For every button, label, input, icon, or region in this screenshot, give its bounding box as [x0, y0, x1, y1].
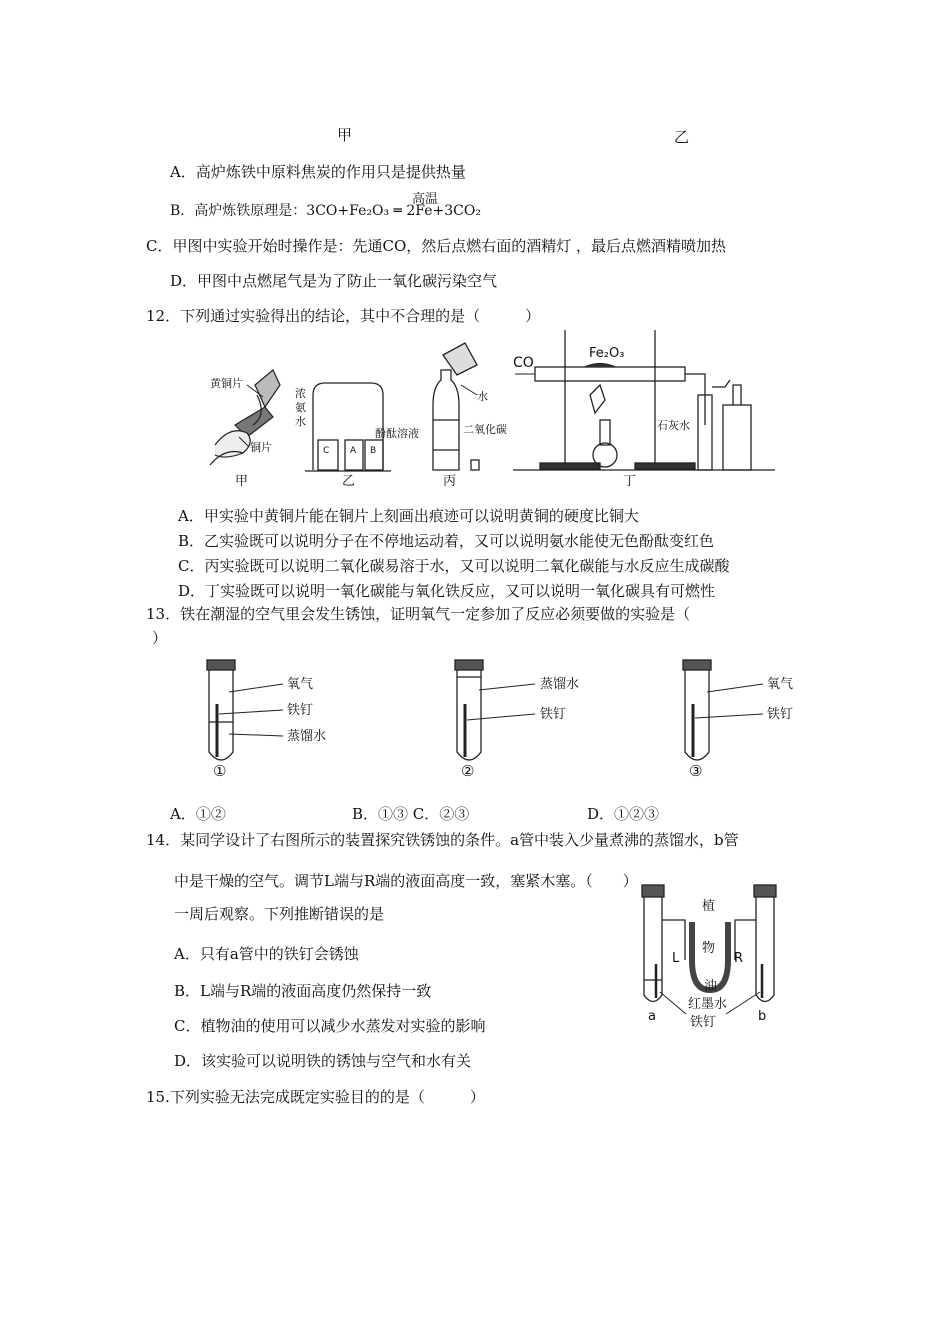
q12-label-ammonia-3: 水 [295, 415, 306, 428]
q12-label-water: 水 [477, 390, 488, 403]
q12-caption-jia: 甲 [235, 474, 249, 489]
q12-label-co2: 二氧化碳 [463, 423, 507, 436]
q12-fig-ding [535, 330, 751, 470]
q13-t1-number: ① [213, 762, 227, 780]
q12-label-co: CO [513, 355, 534, 371]
q12-figure [195, 325, 775, 493]
q12-label-fe2o3: Fe₂O₃ [589, 346, 625, 361]
figure-caption-jia: 甲 [337, 126, 353, 144]
q12-label-copper: 铜片 [250, 441, 272, 454]
q13-t1-water: 蒸馏水 [287, 729, 327, 744]
q12-label-beaker-a: A [350, 446, 357, 456]
q14-label-red-ink: 红墨水 [688, 997, 728, 1012]
q12-option-b: B．乙实验既可以说明分子在不停地运动着，又可以说明氨水能使无色酚酞变红色 [178, 532, 715, 550]
q14-label-a: a [648, 1009, 656, 1024]
q12-label-beaker-c: C [323, 446, 330, 456]
q13-t2-nail: 铁钉 [540, 707, 567, 722]
q13-option-a: A．①② [170, 805, 226, 823]
q14-option-b: B．L端与R端的液面高度仍然保持一致 [174, 982, 432, 1000]
q12-caption-ding: 丁 [623, 474, 637, 489]
q12-fig-bing [433, 343, 479, 470]
q13-t3-number: ③ [689, 762, 703, 780]
q12-label-ammonia-2: 氨 [295, 401, 306, 414]
q14-figure [630, 880, 800, 1030]
q14-option-c: C．植物油的使用可以减少水蒸发对实验的影响 [174, 1017, 486, 1035]
q11-option-c: C．甲图中实验开始时操作是：先通CO，然后点燃右面的酒精灯 ，最后点燃酒精喷加热 [146, 237, 727, 255]
q12-label-brass: 黄铜片 [210, 377, 243, 390]
q14-label-r: R [734, 951, 744, 966]
q13-stem-line2: ） [152, 629, 168, 647]
q13-t1-nail: 铁钉 [287, 703, 314, 718]
q12-label-phenol: 酚酞溶液 [375, 427, 419, 440]
q13-tube-2 [455, 660, 483, 760]
q14-stem-line3: 一周后观察。下列推断错误的是 [174, 905, 385, 923]
q14-option-a: A．只有a管中的铁钉会锈蚀 [174, 945, 359, 963]
q15-stem: 15.下列实验无法完成既定实验目的的是（ ） [146, 1088, 485, 1106]
q13-t2-water: 蒸馏水 [540, 677, 580, 692]
q11-option-b: B．高炉炼铁原理是：3CO+Fe₂O₃ ═ 2Fe+3CO₂ [170, 203, 481, 219]
figure-caption-yi: 乙 [674, 128, 690, 146]
q14-label-you: 油 [704, 979, 718, 994]
q12-caption-yi: 乙 [342, 474, 356, 489]
q14-label-zhi: 植 [702, 899, 716, 914]
q12-stem: 12．下列通过实验得出的结论，其中不合理的是（ ） [146, 307, 541, 325]
q12-option-a: A．甲实验中黄铜片能在铜片上刻画出痕迹可以说明黄铜的硬度比铜大 [178, 507, 639, 525]
q11-option-b-condition: 高温 [412, 192, 439, 207]
q13-tube-1 [207, 660, 235, 760]
q13-t3-nail: 铁钉 [767, 707, 794, 722]
q14-label-b: b [758, 1009, 767, 1024]
q13-stem-line1: 13．铁在潮湿的空气里会发生锈蚀，证明氧气一定参加了反应必须要做的实验是（ [146, 605, 691, 623]
q13-t2-number: ② [461, 762, 475, 780]
q12-option-d: D．丁实验既可以说明一氧化碳能与氧化铁反应，又可以说明一氧化碳具有可燃性 [178, 582, 716, 600]
q13-t1-oxygen: 氧气 [287, 677, 314, 692]
q14-label-nail: 铁钉 [690, 1015, 717, 1030]
q11-option-d: D．甲图中点燃尾气是为了防止一氧化碳污染空气 [170, 272, 498, 290]
q13-figure [195, 652, 835, 782]
q14-label-l: L [672, 951, 680, 966]
q12-label-lime-water: 石灰水 [657, 419, 690, 432]
q12-option-c: C．丙实验既可以说明二氧化碳易溶于水，又可以说明二氧化碳能与水反应生成碳酸 [178, 557, 730, 575]
q14-stem-line1: 14．某同学设计了右图所示的装置探究铁锈蚀的条件。a管中装入少量煮沸的蒸馏水，b管 [146, 831, 739, 849]
q13-t3-oxygen: 氧气 [767, 677, 794, 692]
q14-label-wu: 物 [702, 941, 716, 956]
q14-stem-line2: 中是干燥的空气。调节L端与R端的液面高度一致，塞紧木塞。（ ） [174, 872, 638, 890]
q12-label-ammonia-1: 浓 [295, 387, 306, 400]
q12-caption-bing: 丙 [443, 474, 457, 489]
q13-option-d: D．①②③ [587, 805, 660, 823]
q14-option-d: D．该实验可以说明铁的锈蚀与空气和水有关 [174, 1052, 472, 1070]
q13-tube-3 [683, 660, 711, 760]
q11-option-a: A．高炉炼铁中原料焦炭的作用只是提供热量 [170, 163, 466, 181]
q12-label-beaker-b: B [370, 446, 377, 456]
q13-option-b-c: B．①③ C．②③ [352, 805, 470, 823]
